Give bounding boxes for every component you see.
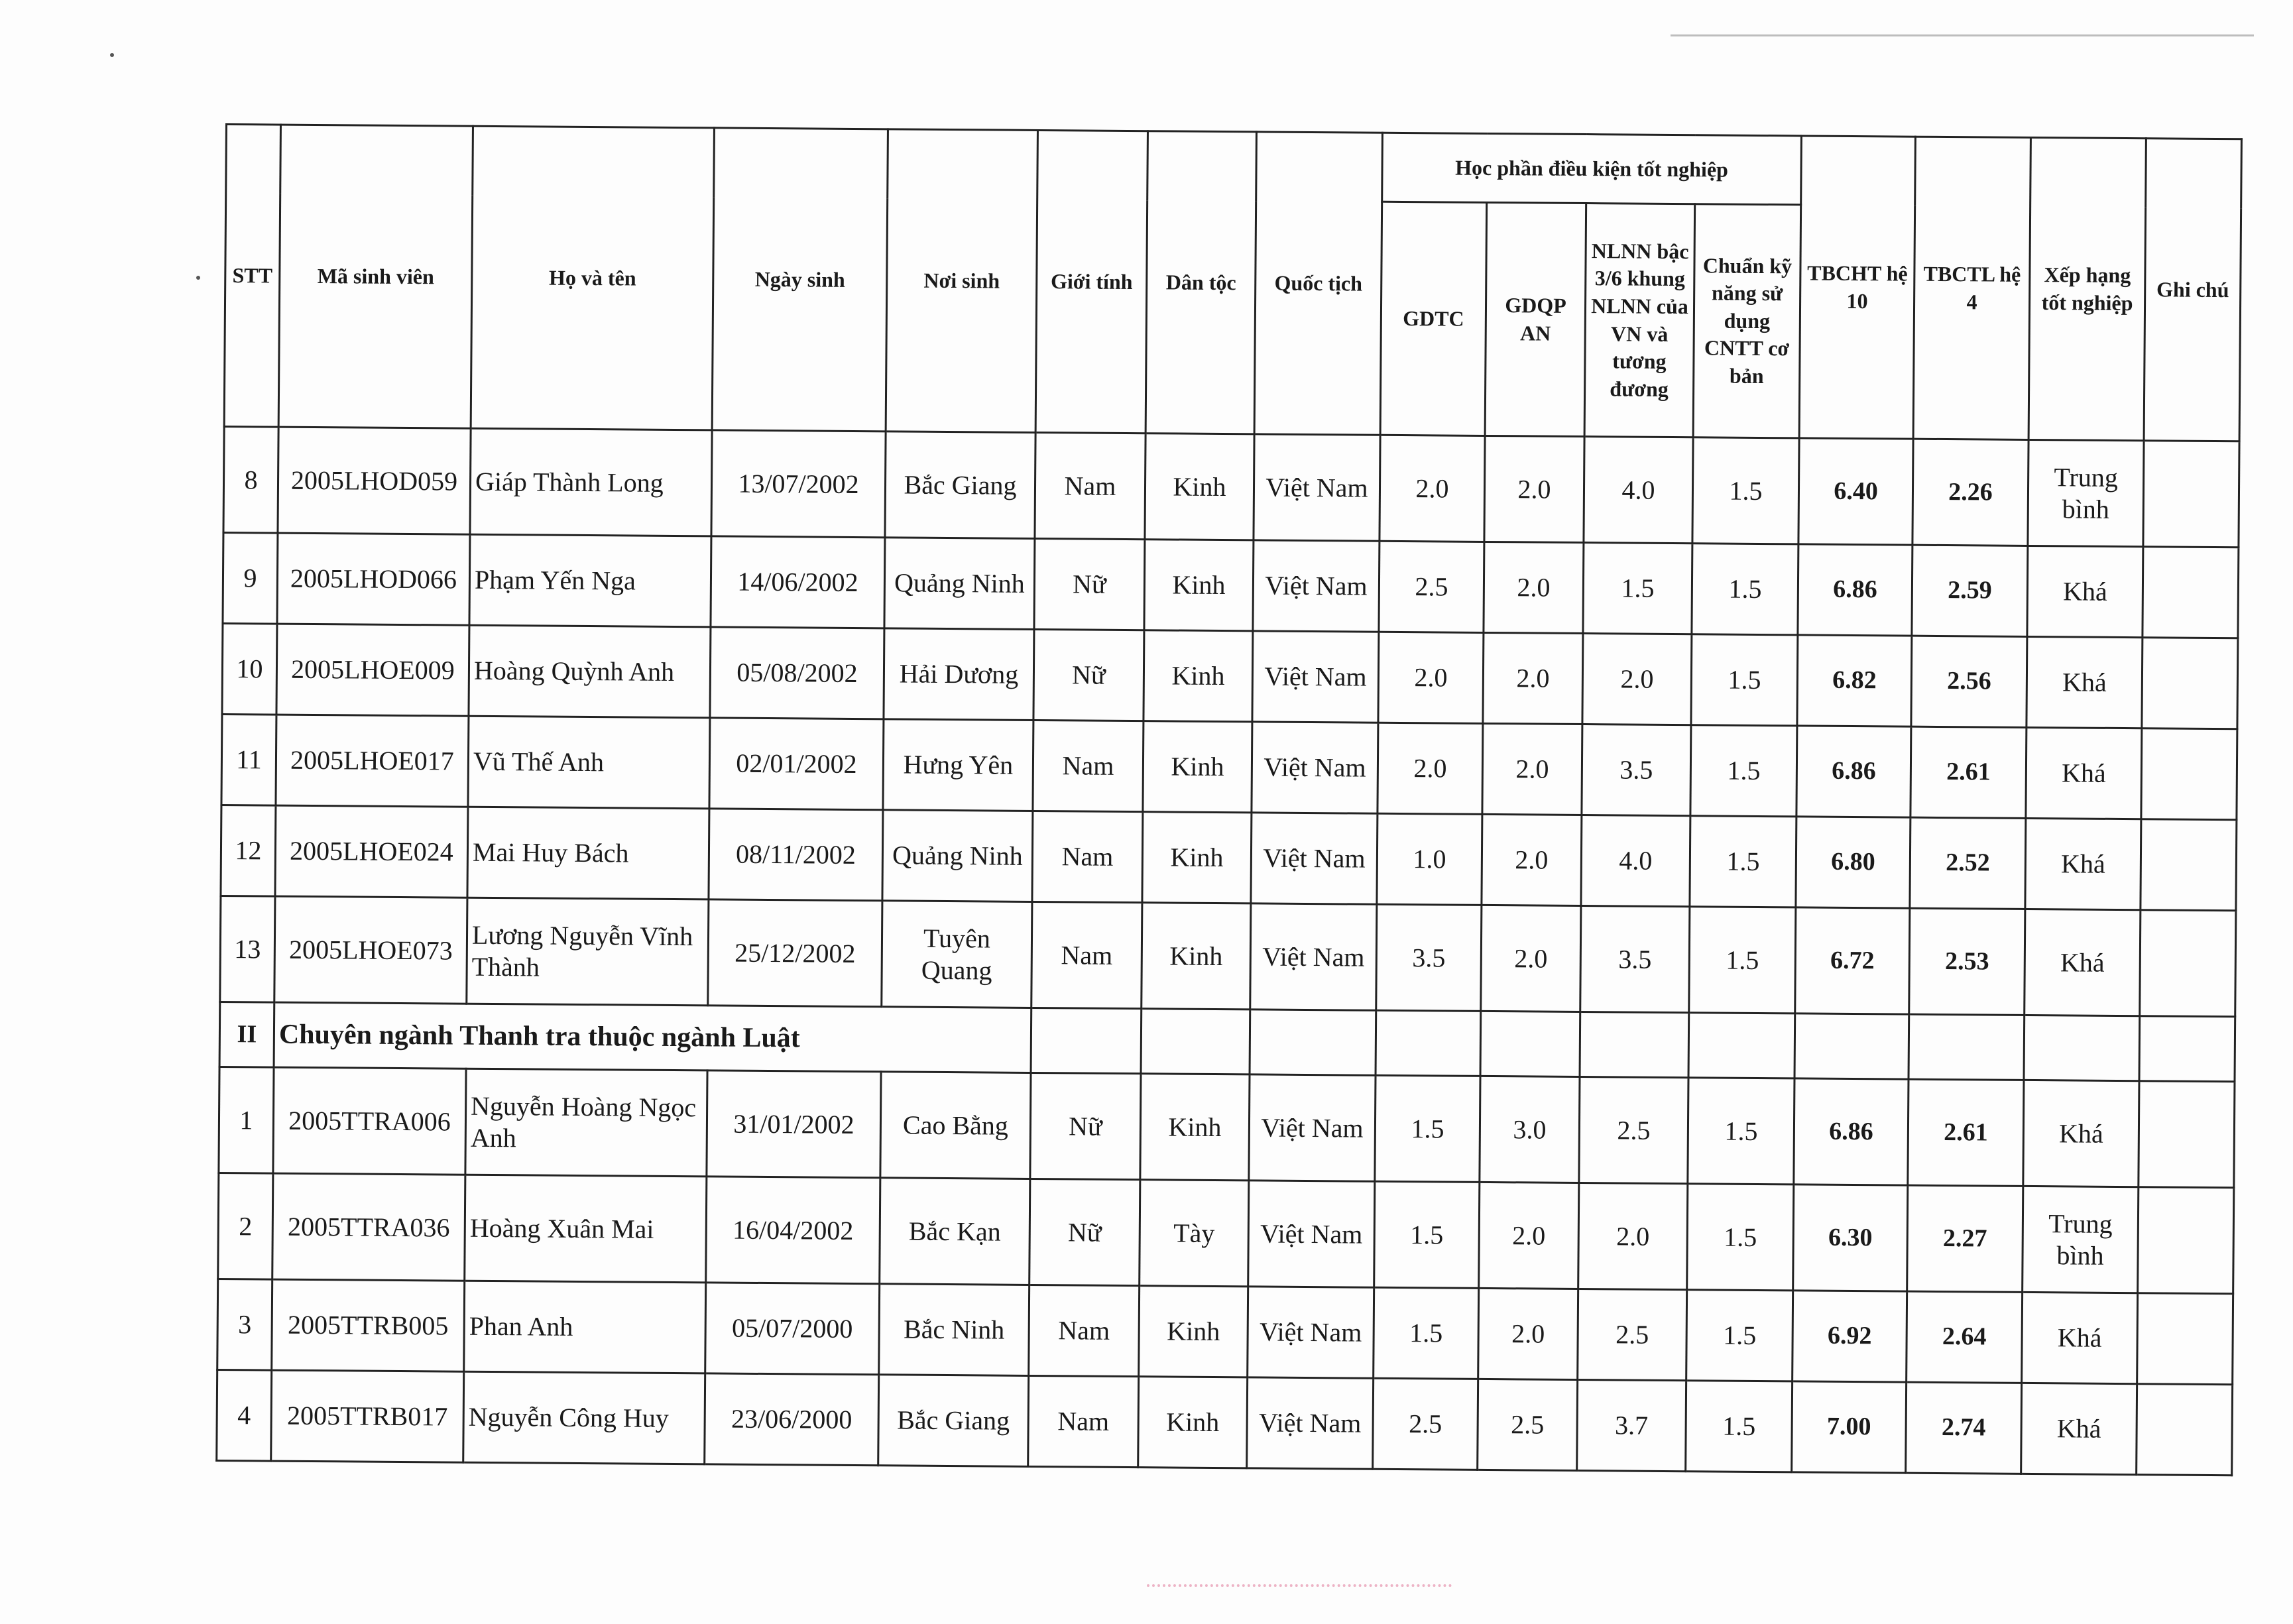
cell-ghi-chu	[2141, 728, 2237, 820]
cell-tbcht: 7.00	[1792, 1381, 1907, 1473]
table-row	[218, 1173, 2234, 1293]
table-row	[217, 1369, 2233, 1475]
table-row	[220, 896, 2236, 1016]
table-body	[217, 426, 2239, 1475]
cell-ma-sinh-vien: 2005TTRA006	[273, 1067, 466, 1175]
cell-quoc-tich: Việt Nam	[1247, 1377, 1374, 1469]
cell-tbctl: 2.27	[1907, 1185, 2023, 1292]
cell-dan-toc: Kinh	[1142, 812, 1252, 903]
cell-ho-va-ten: Phạm Yến Nga	[469, 534, 711, 627]
cell-cntt: 1.5	[1691, 634, 1798, 726]
header-hoc-phan-group: Học phần điều kiện tốt nghiệp	[1382, 133, 1802, 205]
cell-gioi-tinh: Nam	[1029, 1285, 1140, 1376]
table-row	[219, 1067, 2235, 1187]
cell-noi-sinh: Bắc Giang	[885, 432, 1035, 539]
cell-gdtc: 2.0	[1378, 632, 1484, 723]
cell-ghi-chu	[2137, 1293, 2233, 1385]
cell-cntt: 1.5	[1688, 1078, 1794, 1185]
section-empty-cell	[1794, 1014, 1909, 1079]
cell-quoc-tich: Việt Nam	[1250, 903, 1377, 1010]
cell-gdtc: 1.5	[1374, 1287, 1479, 1379]
cell-gdtc: 3.5	[1376, 904, 1482, 1011]
cell-stt: 2	[218, 1173, 273, 1279]
cell-tbcht: 6.82	[1797, 635, 1912, 726]
section-empty-cell	[1031, 1008, 1142, 1073]
cell-ma-sinh-vien: 2005LHOE024	[275, 805, 468, 898]
cell-xep-hang: Khá	[2027, 546, 2143, 637]
cell-gdtc: 2.5	[1373, 1378, 1478, 1470]
cell-stt: 9	[223, 532, 278, 624]
section-title: Chuyên ngành Thanh tra thuộc ngành Luật	[274, 1002, 1031, 1073]
cell-gioi-tinh: Nam	[1031, 901, 1142, 1008]
cell-dan-toc: Kinh	[1144, 630, 1253, 722]
cell-noi-sinh: Quảng Ninh	[882, 810, 1033, 902]
cell-stt: 12	[221, 805, 276, 896]
cell-tbctl: 2.26	[1912, 439, 2028, 546]
cell-ngay-sinh: 31/01/2002	[707, 1071, 881, 1178]
cell-gdqp: 2.0	[1483, 632, 1583, 724]
cell-cntt: 1.5	[1689, 907, 1796, 1014]
header-ghi-chu: Ghi chú	[2144, 139, 2241, 441]
cell-ho-va-ten: Nguyễn Công Huy	[463, 1371, 705, 1464]
cell-gdqp: 2.0	[1479, 1182, 1579, 1289]
cell-ghi-chu	[2140, 910, 2236, 1017]
cell-noi-sinh: Tuyên Quang	[882, 901, 1032, 1008]
section-empty-cell	[1688, 1013, 1795, 1078]
section-empty-cell	[2139, 1016, 2235, 1082]
cell-nlnn: 4.0	[1581, 815, 1690, 907]
section-empty-cell	[1580, 1012, 1689, 1078]
section-empty-cell	[1480, 1011, 1580, 1076]
cell-stt: 13	[220, 896, 275, 1002]
cell-ho-va-ten: Hoàng Xuân Mai	[465, 1175, 707, 1283]
cell-gdtc: 2.5	[1379, 541, 1484, 632]
cell-noi-sinh: Bắc Giang	[878, 1375, 1029, 1467]
header-gioi-tinh: Giới tính	[1035, 130, 1147, 433]
cell-tbctl: 2.59	[1912, 545, 2028, 636]
cell-quoc-tich: Việt Nam	[1253, 540, 1380, 632]
table-row	[217, 1279, 2233, 1384]
cell-xep-hang: Khá	[2027, 636, 2143, 728]
cell-gdqp: 2.0	[1484, 435, 1584, 542]
cell-xep-hang: Khá	[2025, 818, 2141, 909]
header-quoc-tich: Quốc tịch	[1254, 132, 1382, 435]
section-empty-cell	[1376, 1010, 1481, 1076]
cell-stt: 10	[222, 623, 277, 715]
cell-nlnn: 3.7	[1577, 1380, 1686, 1472]
cell-nlnn: 3.5	[1582, 725, 1691, 816]
table-row	[221, 805, 2237, 910]
cell-dan-toc: Kinh	[1138, 1377, 1248, 1468]
cell-ghi-chu	[2142, 638, 2238, 729]
table-row	[222, 623, 2238, 728]
scan-speck	[110, 53, 114, 57]
cell-xep-hang: Khá	[2026, 727, 2142, 819]
cell-ho-va-ten: Lương Nguyễn Vĩnh Thành	[467, 898, 709, 1006]
cell-gdtc: 1.0	[1377, 813, 1482, 905]
header-xep-hang: Xếp hạng tốt nghiệp	[2028, 137, 2146, 440]
cell-cntt: 1.5	[1692, 544, 1798, 635]
cell-ma-sinh-vien: 2005LHOE009	[276, 624, 469, 716]
header-nlnn: NLNN bậc 3/6 khung NLNN của VN và tương đương	[1584, 203, 1695, 437]
page-edge-line	[1671, 34, 2254, 36]
cell-nlnn: 2.0	[1582, 634, 1692, 725]
cell-ghi-chu	[2143, 441, 2239, 548]
cell-ghi-chu	[2143, 547, 2239, 638]
cell-dan-toc: Kinh	[1142, 903, 1251, 1010]
graduation-table-wrapper	[215, 123, 2243, 1476]
cell-quoc-tich: Việt Nam	[1248, 1181, 1375, 1287]
cell-quoc-tich: Việt Nam	[1254, 434, 1380, 541]
cell-cntt: 1.5	[1690, 816, 1796, 907]
cell-gdqp: 2.0	[1481, 905, 1581, 1012]
cell-gdqp: 2.0	[1482, 814, 1582, 905]
cell-ngay-sinh: 23/06/2000	[705, 1373, 879, 1466]
cell-dan-toc: Kinh	[1144, 540, 1254, 631]
section-number: II	[219, 1002, 274, 1067]
table-row	[223, 426, 2239, 547]
cell-xep-hang: Khá	[2023, 1080, 2139, 1187]
cell-gioi-tinh: Nam	[1033, 720, 1144, 811]
cell-tbctl: 2.61	[1908, 1079, 2024, 1186]
header-ngay-sinh: Ngày sinh	[712, 128, 888, 432]
cell-gioi-tinh: Nam	[1035, 432, 1146, 539]
cell-gioi-tinh: Nữ	[1033, 629, 1144, 721]
header-tbctl: TBCTL hệ 4	[1913, 137, 2030, 439]
header-gdqp: GDQP AN	[1485, 202, 1586, 436]
cell-ngay-sinh: 16/04/2002	[706, 1177, 880, 1284]
cell-ma-sinh-vien: 2005LHOE073	[274, 896, 467, 1004]
cell-cntt: 1.5	[1686, 1381, 1793, 1472]
cell-nlnn: 4.0	[1584, 437, 1693, 544]
cell-tbctl: 2.74	[1906, 1382, 2022, 1474]
cell-gdtc: 1.5	[1375, 1075, 1480, 1182]
cell-gioi-tinh: Nữ	[1029, 1179, 1140, 1285]
cell-cntt: 1.5	[1690, 725, 1797, 817]
cell-noi-sinh: Cao Bằng	[880, 1072, 1031, 1179]
cell-dan-toc: Kinh	[1139, 1286, 1248, 1377]
cell-gioi-tinh: Nam	[1028, 1375, 1139, 1467]
cell-noi-sinh: Hưng Yên	[883, 719, 1033, 811]
cell-quoc-tich: Việt Nam	[1249, 1074, 1376, 1181]
cell-gdqp: 2.0	[1484, 542, 1584, 633]
section-empty-cell	[1250, 1010, 1376, 1075]
cell-xep-hang: Trung bình	[2023, 1186, 2139, 1293]
cell-noi-sinh: Quảng Ninh	[884, 538, 1035, 630]
cell-xep-hang: Trung bình	[2028, 439, 2144, 546]
cell-noi-sinh: Hải Dương	[884, 628, 1034, 721]
cell-ngay-sinh: 02/01/2002	[709, 718, 884, 810]
cell-nlnn: 2.5	[1578, 1289, 1687, 1381]
scan-speck	[196, 276, 200, 280]
cell-ngay-sinh: 25/12/2002	[708, 899, 882, 1007]
cell-tbcht: 6.72	[1795, 907, 1910, 1014]
cell-ho-va-ten: Phan Anh	[464, 1281, 706, 1373]
cell-quoc-tich: Việt Nam	[1251, 813, 1378, 904]
cell-tbctl: 2.61	[1911, 726, 2027, 818]
cell-quoc-tich: Việt Nam	[1248, 1287, 1374, 1378]
cell-ma-sinh-vien: 2005LHOE017	[276, 715, 469, 807]
cell-ghi-chu	[2138, 1187, 2234, 1294]
cell-ghi-chu	[2139, 1081, 2235, 1188]
cell-ghi-chu	[2137, 1384, 2233, 1476]
cell-dan-toc: Tày	[1140, 1180, 1249, 1287]
header-dan-toc: Dân tộc	[1146, 131, 1256, 434]
cell-ho-va-ten: Nguyễn Hoàng Ngọc Anh	[465, 1069, 707, 1177]
cell-nlnn: 1.5	[1583, 543, 1692, 634]
cell-ngay-sinh: 08/11/2002	[709, 809, 883, 901]
header-ho-va-ten: Họ và tên	[471, 126, 714, 430]
cell-cntt: 1.5	[1686, 1290, 1793, 1381]
header-gdtc: GDTC	[1380, 202, 1487, 435]
cell-nlnn: 2.0	[1578, 1183, 1688, 1290]
cell-stt: 4	[217, 1369, 272, 1461]
cell-gdtc: 2.0	[1378, 723, 1483, 814]
section-empty-cell	[2024, 1015, 2140, 1080]
cell-ngay-sinh: 05/07/2000	[705, 1283, 880, 1375]
header-cntt: Chuẩn kỹ năng sử dụng CNTT cơ bản	[1693, 204, 1801, 438]
cell-quoc-tich: Việt Nam	[1252, 722, 1378, 813]
cell-xep-hang: Khá	[2025, 909, 2141, 1015]
cell-ngay-sinh: 13/07/2002	[711, 430, 886, 538]
cell-tbcht: 6.92	[1793, 1291, 1907, 1382]
table-row	[221, 714, 2237, 819]
cell-nlnn: 3.5	[1580, 906, 1690, 1013]
cell-noi-sinh: Bắc Kạn	[880, 1178, 1030, 1285]
cell-tbcht: 6.80	[1796, 817, 1911, 908]
cell-dan-toc: Kinh	[1143, 721, 1252, 813]
cell-tbctl: 2.52	[1910, 817, 2026, 909]
cell-stt: 3	[217, 1279, 272, 1370]
cell-stt: 1	[219, 1067, 274, 1173]
header-noi-sinh: Nơi sinh	[886, 129, 1037, 433]
cell-cntt: 1.5	[1687, 1184, 1794, 1291]
cell-tbcht: 6.86	[1798, 544, 1912, 636]
cell-xep-hang: Khá	[2022, 1292, 2138, 1383]
cell-gioi-tinh: Nữ	[1034, 538, 1145, 630]
header-stt: STT	[224, 125, 280, 428]
cell-ho-va-ten: Mai Huy Bách	[467, 807, 709, 899]
cell-tbcht: 6.40	[1798, 438, 1913, 545]
cell-tbctl: 2.53	[1909, 908, 2025, 1015]
cell-tbctl: 2.56	[1911, 636, 2027, 727]
cell-ho-va-ten: Vũ Thế Anh	[468, 716, 710, 809]
header-tbcht: TBCHT hệ 10	[1799, 136, 1915, 439]
graduation-table	[215, 123, 2243, 1476]
cell-dan-toc: Kinh	[1145, 434, 1254, 540]
cell-gdqp: 2.0	[1482, 723, 1582, 815]
section-empty-cell	[1909, 1014, 2025, 1080]
cell-stt: 8	[223, 426, 278, 533]
cell-gdtc: 2.0	[1380, 435, 1485, 542]
table-row	[223, 532, 2239, 638]
cell-tbctl: 2.64	[1907, 1291, 2023, 1383]
cell-ghi-chu	[2141, 819, 2237, 911]
section-empty-cell	[1141, 1009, 1250, 1074]
cell-tbcht: 6.86	[1794, 1078, 1909, 1185]
header-ma-sinh-vien: Mã sinh viên	[278, 125, 473, 428]
cell-ma-sinh-vien: 2005LHOD059	[278, 427, 471, 534]
cell-ho-va-ten: Hoàng Quỳnh Anh	[469, 625, 711, 718]
cell-gdtc: 1.5	[1374, 1181, 1480, 1288]
cell-noi-sinh: Bắc Ninh	[879, 1284, 1029, 1376]
cell-ho-va-ten: Giáp Thành Long	[470, 428, 712, 536]
cell-ngay-sinh: 05/08/2002	[710, 627, 884, 719]
cell-stt: 11	[221, 714, 276, 805]
cell-ma-sinh-vien: 2005TTRB005	[272, 1279, 465, 1371]
cell-cntt: 1.5	[1692, 437, 1799, 544]
cell-gioi-tinh: Nam	[1032, 811, 1143, 902]
cell-ma-sinh-vien: 2005TTRA036	[272, 1173, 465, 1281]
header-row-1	[226, 125, 2242, 208]
cell-dan-toc: Kinh	[1140, 1074, 1250, 1181]
cell-tbcht: 6.86	[1796, 726, 1911, 817]
cell-gioi-tinh: Nữ	[1030, 1073, 1141, 1179]
cell-xep-hang: Khá	[2021, 1383, 2137, 1474]
cell-ma-sinh-vien: 2005LHOD066	[277, 533, 470, 625]
stamp-fragment	[1147, 1584, 1452, 1624]
cell-ma-sinh-vien: 2005TTRB017	[271, 1370, 464, 1462]
cell-tbcht: 6.30	[1793, 1185, 1908, 1291]
cell-gdqp: 2.5	[1478, 1379, 1578, 1470]
cell-quoc-tich: Việt Nam	[1252, 631, 1379, 723]
cell-gdqp: 3.0	[1480, 1076, 1580, 1183]
cell-gdqp: 2.0	[1478, 1288, 1578, 1379]
cell-nlnn: 2.5	[1579, 1077, 1688, 1184]
cell-ngay-sinh: 14/06/2002	[711, 536, 885, 628]
